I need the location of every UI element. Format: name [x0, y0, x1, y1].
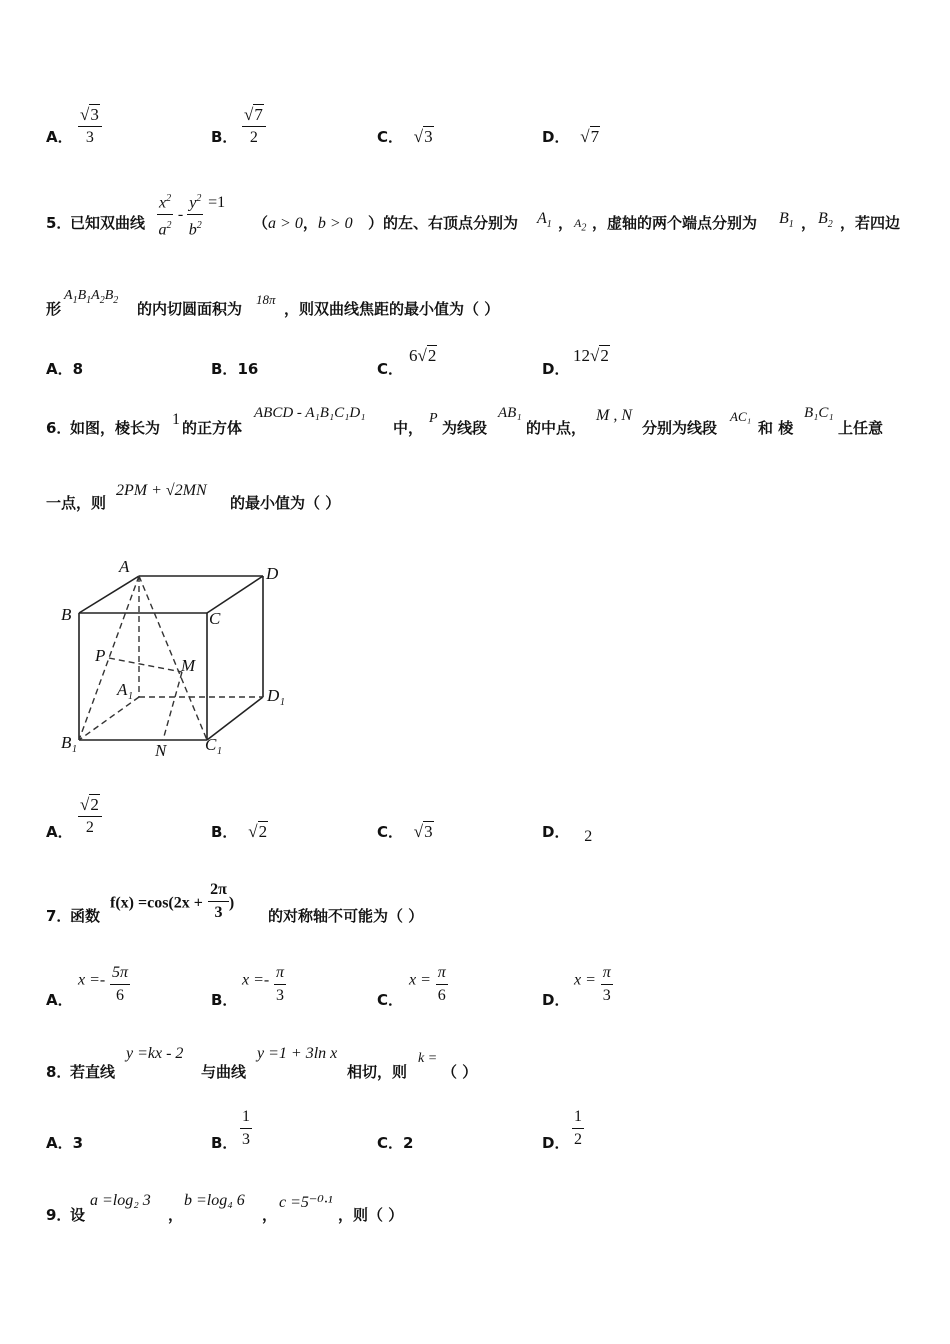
- option-label: B．: [211, 128, 238, 146]
- label-a1-sub: 1: [128, 691, 133, 702]
- q7-option-a[interactable]: [46, 989, 73, 1010]
- q8-option-d-value: [572, 1106, 584, 1151]
- label-c1-sub: 1: [217, 746, 222, 757]
- q7-option-d[interactable]: [542, 989, 569, 1010]
- q6-option-a[interactable]: [46, 821, 73, 842]
- option-label: D．: [542, 1134, 570, 1152]
- lhs: x =-: [78, 971, 106, 989]
- k-variable: k =: [418, 1051, 438, 1066]
- q5-text: ）的左、右顶点分别为: [368, 214, 519, 232]
- denominator: 6: [116, 987, 125, 1004]
- segment-ac1: AC₁: [730, 409, 752, 424]
- option-label: C．: [377, 823, 404, 841]
- curve-equation: y =1 + 3ln x: [257, 1045, 338, 1062]
- option-value: 8: [72, 360, 84, 378]
- numerator: 2π: [208, 879, 229, 902]
- q7-text: 的对称轴不可能为（ ）: [268, 907, 424, 925]
- q6-option-b[interactable]: B． √2: [211, 822, 268, 841]
- option-label: D．: [542, 128, 570, 146]
- target-expression: 2PM + √2MN: [116, 482, 207, 499]
- points-mn: M , N: [596, 407, 632, 424]
- value-a: a =log₂ 3: [90, 1192, 151, 1209]
- option-value: 16: [237, 360, 259, 378]
- q6-option-d[interactable]: [542, 821, 592, 846]
- close-paren: ): [228, 894, 235, 912]
- line-equation: y =kx - 2: [126, 1045, 184, 1062]
- denominator: 3: [276, 987, 285, 1004]
- sep: ，: [558, 214, 574, 232]
- q8-option-d[interactable]: [542, 1132, 569, 1153]
- label-b: B: [61, 605, 72, 624]
- label-d1-sub: 1: [280, 697, 285, 708]
- option-label: A．: [46, 823, 73, 841]
- denominator: 3: [242, 1131, 250, 1148]
- q9-number: 9．: [46, 1206, 72, 1224]
- numerator: 1: [572, 1106, 584, 1129]
- label-d1: D: [267, 686, 280, 705]
- option-label: A．: [46, 360, 73, 378]
- sep: ，: [801, 214, 817, 232]
- denominator: 2: [249, 129, 258, 146]
- label-p: P: [95, 646, 106, 665]
- label-a1: A: [117, 680, 128, 699]
- cond-b: b > 0: [317, 215, 353, 232]
- q8-text: 若直线: [70, 1063, 116, 1081]
- q5-condition: [253, 212, 353, 233]
- q5-option-b[interactable]: [211, 358, 258, 379]
- option-label: B．: [211, 991, 238, 1009]
- sep: ，: [302, 214, 318, 232]
- q7-number: 7．: [46, 907, 72, 925]
- cond-a: a > 0: [268, 215, 303, 232]
- denominator: 3: [214, 904, 223, 921]
- option-value: 2: [403, 1134, 414, 1152]
- denominator: 2: [574, 1131, 582, 1148]
- denominator: 3: [85, 129, 94, 146]
- option-label: C．: [377, 128, 404, 146]
- q5-option-a[interactable]: [46, 358, 83, 379]
- option-label: D．: [542, 991, 570, 1009]
- q5-number: 5．: [46, 214, 72, 232]
- value-b: b =log₄ 6: [184, 1192, 245, 1209]
- option-label: B．: [211, 823, 238, 841]
- q7-option-b-value: [242, 962, 286, 1007]
- segment-pm: [109, 658, 182, 672]
- edge-ba: [79, 576, 139, 613]
- denominator: 6: [437, 987, 446, 1004]
- q6-text: 的最小值为（ ）: [230, 494, 341, 512]
- radicand: 3: [424, 127, 433, 146]
- q6-text: 如图，棱长为: [70, 419, 161, 437]
- label-m: M: [181, 656, 196, 675]
- q6-number: 6．: [46, 419, 72, 437]
- edge-cd: [207, 576, 263, 613]
- q8-text: 与曲线: [201, 1063, 247, 1081]
- q7-option-a-value: [78, 962, 130, 1007]
- option-label: B．: [211, 1134, 238, 1152]
- coef: 6: [409, 346, 418, 365]
- option-label: A．: [46, 1134, 73, 1152]
- q5-option-d[interactable]: [542, 358, 569, 379]
- label-b1-sub: 1: [72, 744, 77, 755]
- q6-text: 分别为线段: [642, 419, 718, 437]
- q5-text: 形: [46, 300, 62, 318]
- q7-option-d-value: [574, 962, 613, 1007]
- numerator: π: [601, 962, 613, 985]
- option-label: D．: [542, 360, 570, 378]
- func-head: f(x) =cos(2x +: [110, 894, 203, 912]
- option-label: A．: [46, 128, 73, 146]
- q5-text: 的内切圆面积为: [137, 300, 243, 318]
- q8-option-b-value: [240, 1106, 252, 1151]
- q5-option-c[interactable]: [377, 358, 403, 379]
- numerator: 1: [240, 1106, 252, 1129]
- edge-b1c1: B₁C₁: [804, 405, 834, 421]
- value-c: c =5⁻⁰·¹: [279, 1194, 333, 1211]
- cube-figure: [55, 555, 305, 765]
- q6-text: 上任意: [838, 419, 884, 437]
- vertex-a1: $A_1$: [537, 210, 552, 231]
- q6-option-c[interactable]: C． √3: [377, 822, 433, 841]
- lhs: x =: [574, 971, 596, 989]
- denominator: 2: [85, 819, 94, 836]
- radicand: 2: [258, 822, 268, 841]
- radicand: 2: [90, 795, 99, 814]
- incircle-area: 18π: [256, 292, 276, 307]
- sep: ，: [168, 1206, 184, 1224]
- equation-rhs: =1: [208, 193, 226, 211]
- q6-text: 一点，则: [46, 494, 107, 512]
- label-c1: C: [205, 735, 217, 754]
- q5-option-c-value: 6√2: [409, 346, 437, 365]
- endpoint-b1: $B_1$: [779, 210, 794, 231]
- q7-option-b[interactable]: [211, 989, 237, 1010]
- segment-ab1: AB₁: [498, 405, 522, 421]
- label-a: A: [119, 557, 130, 576]
- function-definition: [110, 879, 234, 924]
- option-label: B．: [211, 360, 238, 378]
- sep: ，: [262, 1206, 278, 1224]
- q4-option-a-value: $\frac{√3}{3}$: [78, 104, 102, 149]
- q5-text: ，则双曲线焦距的最小值为（ ）: [284, 300, 500, 318]
- q6-text: 为线段: [442, 419, 488, 437]
- radicand: 7: [590, 127, 600, 146]
- q8-text: （ ）: [442, 1063, 478, 1081]
- radicand: 2: [427, 346, 437, 365]
- q6-text: 的正方体: [182, 419, 243, 437]
- q5-text: 已知双曲线: [70, 214, 146, 232]
- q6-text: 和 棱: [758, 419, 794, 437]
- edge-a1b1-hidden: [79, 697, 139, 740]
- radicand: 7: [254, 105, 263, 124]
- lhs: x =: [409, 971, 431, 989]
- hyperbola-equation: $\frac{x^2}{a^2}$ - $\frac{y^2}{b^2}$ =1: [157, 188, 225, 242]
- lhs: x =-: [242, 971, 270, 989]
- option-label: C．: [377, 360, 404, 378]
- q6-text: 中，: [393, 419, 424, 437]
- numerator: π: [436, 962, 448, 985]
- segment-ac1: [139, 576, 207, 740]
- option-label: C．: [377, 1134, 404, 1152]
- q8-text: 相切，则: [347, 1063, 408, 1081]
- q4-option-d[interactable]: D． √7: [542, 127, 600, 146]
- denominator: 3: [602, 987, 611, 1004]
- q7-option-c[interactable]: [377, 989, 403, 1010]
- q4-option-b[interactable]: [211, 126, 237, 147]
- q4-option-a[interactable]: [46, 126, 73, 147]
- option-label: D．: [542, 823, 570, 841]
- q6-option-a-value: $\frac{√2}{2}$: [78, 794, 102, 839]
- radicand: 2: [600, 346, 609, 365]
- q9-text: ，则（ ）: [338, 1206, 404, 1224]
- q8-number: 8．: [46, 1063, 72, 1081]
- option-label: A．: [46, 991, 73, 1009]
- label-d: D: [266, 564, 279, 583]
- edge-length: 1: [172, 411, 180, 428]
- quadrilateral-name: $A_1B_1A_2B_2$: [64, 288, 119, 306]
- q5-option-d-value: 12√2: [573, 346, 609, 365]
- point-p: P: [429, 411, 438, 426]
- q4-option-b-value: $\frac{√7}{2}$: [242, 104, 266, 149]
- q7-option-c-value: [409, 962, 448, 1007]
- q8-option-a[interactable]: [46, 1132, 83, 1153]
- label-c: C: [209, 609, 221, 628]
- paren: （: [253, 214, 269, 232]
- q5-text: ，虚轴的两个端点分别为: [592, 214, 758, 232]
- option-value: 3: [72, 1134, 84, 1152]
- q5-text: ，若四边: [840, 214, 901, 232]
- label-n: N: [155, 741, 167, 760]
- numerator: π: [274, 962, 286, 985]
- q9-text: 设: [70, 1206, 86, 1224]
- q7-text: 函数: [70, 907, 101, 925]
- radicand: 3: [90, 105, 99, 124]
- q8-option-c[interactable]: [377, 1132, 413, 1153]
- edge-c1d1: [207, 697, 263, 740]
- segment-mn: [163, 672, 182, 740]
- cube-name: ABCD - A₁B₁C₁D₁: [254, 405, 366, 421]
- numerator: 5π: [110, 962, 130, 985]
- coef: 12: [573, 346, 590, 365]
- q6-text: 的中点，: [526, 419, 587, 437]
- q4-option-c[interactable]: C． √3: [377, 127, 433, 146]
- vertex-a2: $A_2$: [574, 216, 587, 234]
- q8-option-b[interactable]: [211, 1132, 237, 1153]
- endpoint-b2: $B_2$: [818, 210, 833, 231]
- label-b1: B: [61, 733, 72, 752]
- option-value: 2: [584, 828, 593, 845]
- radicand: 3: [424, 822, 433, 841]
- option-label: C．: [377, 991, 404, 1009]
